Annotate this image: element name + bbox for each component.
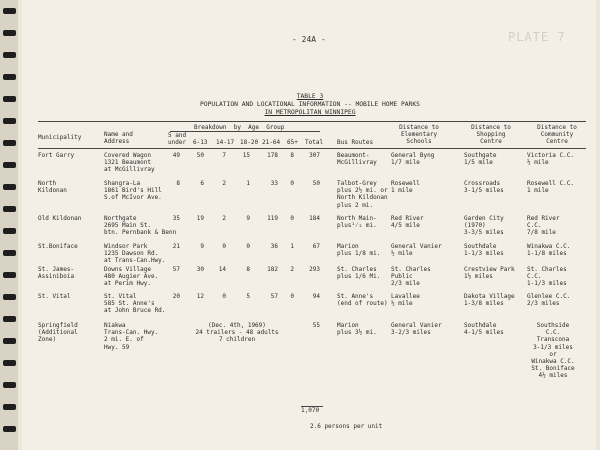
row-0-age-0: 49	[172, 152, 180, 159]
binding-ring	[3, 294, 16, 300]
row-1-age-5: 0	[290, 180, 294, 187]
row-4-age-3: 8	[246, 266, 250, 273]
binding-ring	[3, 360, 16, 366]
row-0-municipality: Fort Garry	[38, 152, 75, 159]
header-dist-shopping: Distance to Shopping Centre	[471, 124, 511, 146]
bleed-through-watermark: PLATE 7	[508, 30, 566, 44]
row-2-age-2: 2	[222, 215, 226, 222]
row-0-bus: Beaumont- McGillivray	[337, 152, 377, 167]
row-1-name: Shangra-La 1861 Bird's Hill S.of McIvor Ave.	[104, 180, 162, 202]
binding-ring	[3, 272, 16, 278]
row-5-age-0: 20	[172, 293, 180, 300]
row-5-total: 94	[312, 293, 320, 300]
row-6-shopping: Southdale 4-1/5 miles	[464, 322, 504, 337]
header-age-2: 14-17	[216, 139, 235, 146]
row-3-school: General Vanier ½ mile	[391, 243, 442, 258]
row-3-name: Windsor Park 1235 Dawson Rd. at Trans-Can.Hwy.	[104, 243, 166, 265]
row-1-school: Rosewell 1 mile	[391, 180, 420, 195]
binding-ring	[3, 338, 16, 344]
row-0-age-2: 7	[222, 152, 226, 159]
row-1-total: 50	[312, 180, 320, 187]
row-4-municipality: St. James- Assiniboia	[38, 266, 75, 281]
row-4-school: St. Charles Public 2/3 mile	[391, 266, 431, 288]
row-4-bus: St. Charles plus 1/6 Mi.	[337, 266, 381, 281]
row-0-age-4: 178	[267, 152, 278, 159]
binding-ring	[3, 8, 16, 14]
binding-ring	[3, 250, 16, 256]
row-2-age-0: 35	[172, 215, 180, 222]
header-breakdown: Breakdown by Age Group	[194, 124, 285, 131]
row-0-school: General Byng 1/7 mile	[391, 152, 435, 167]
row-4-age-2: 14	[218, 266, 226, 273]
row-3-bus: Marion plus 1/8 mi.	[337, 243, 381, 258]
row-1-age-4: 33	[270, 180, 278, 187]
binding-ring	[3, 316, 16, 322]
table-top-rule	[38, 121, 586, 122]
row-5-shopping: Dakota Village 1-3/8 miles	[464, 293, 515, 308]
row-6-name: Niakwa Trans-Can. Hwy. 2 mi. E. of Hwy. 59	[104, 322, 159, 351]
row-3-age-0: 21	[172, 243, 180, 250]
row-1-municipality: North Kildonan	[38, 180, 67, 195]
row-3-age-1: 9	[200, 243, 204, 250]
row-4-total: 293	[309, 266, 320, 273]
binding-ring	[3, 228, 16, 234]
row-3-total: 67	[312, 243, 320, 250]
binding-ring	[3, 96, 16, 102]
row-0-shopping: Southgate 1/5 mile	[464, 152, 497, 167]
row-3-age-5: 1	[290, 243, 294, 250]
binding-ring	[3, 404, 16, 410]
row-1-bus: Talbot-Grey plus 2½ mi. or North Kildonan plus 2 mi.	[337, 180, 388, 209]
row-6-municipality: Springfield (Additional Zone)	[38, 322, 78, 344]
row-2-age-1: 19	[196, 215, 204, 222]
row-5-bus: St. Anne's (end of route)	[337, 293, 388, 308]
header-age-6: Total	[305, 139, 324, 146]
row-3-age-3: 0	[246, 243, 250, 250]
binding-ring	[3, 74, 16, 80]
row-0-age-1: 50	[196, 152, 204, 159]
binding-ring	[3, 118, 16, 124]
row-3-municipality: St.Boniface	[38, 243, 78, 250]
binding-ring	[3, 184, 16, 190]
row-4-age-0: 57	[172, 266, 180, 273]
binding-ring	[3, 206, 16, 212]
row-2-age-5: 0	[290, 215, 294, 222]
row-3-shopping: Southdale 1-1/3 miles	[464, 243, 504, 258]
header-age-5: 65+	[287, 139, 298, 146]
row-2-total: 184	[309, 215, 320, 222]
row-4-name: Downs Village 480 Augier Ave. at Perim Hwy.	[104, 266, 159, 288]
header-municipality: Municipality	[38, 134, 82, 141]
row-1-age-1: 6	[200, 180, 204, 187]
header-dist-community: Distance to Community Centre	[537, 124, 577, 146]
table-caption: POPULATION AND LOCATIONAL INFORMATION -- MOBILE HOME PARKS	[200, 101, 420, 108]
binding-ring	[3, 382, 16, 388]
row-2-community: Red River C.C. 7/8 mile	[527, 215, 560, 237]
row-5-community: Glenlee C.C. 2/3 miles	[527, 293, 571, 308]
row-1-community: Rosewell C.C. 1 mile	[527, 180, 574, 195]
row-3-community: Winakwa C.C. 1-1/8 miles	[527, 243, 571, 258]
header-bus-routes: Bus Routes	[337, 139, 374, 146]
row-4-age-1: 30	[196, 266, 204, 273]
row-0-age-5: 8	[290, 152, 294, 159]
row-5-age-5: 0	[290, 293, 294, 300]
table-title	[180, 93, 440, 117]
page-number: - 24A -	[292, 35, 326, 44]
binding-ring	[3, 30, 16, 36]
row-2-municipality: Old Kildonan	[38, 215, 82, 222]
binding-ring	[3, 140, 16, 146]
row-3-age-2: 0	[222, 243, 226, 250]
row-1-age-2: 2	[222, 180, 226, 187]
header-age-4: 21-64	[262, 139, 281, 146]
row-6-ages-note: (Dec. 4th, 1969) 24 trailers - 48 adults 7 children	[195, 322, 279, 344]
header-age-3: 18-20	[240, 139, 259, 146]
row-6-total: 55	[312, 322, 320, 329]
table-number: TABLE 3	[296, 93, 324, 100]
row-5-municipality: St. Vital	[38, 293, 71, 300]
row-1-age-0: 8	[176, 180, 180, 187]
row-5-age-1: 12	[196, 293, 204, 300]
header-dist-schools: Distance to Elementary Schools	[399, 124, 439, 146]
header-age-0: 5 and under	[168, 132, 187, 147]
row-4-age-5: 2	[290, 266, 294, 273]
row-2-age-3: 9	[246, 215, 250, 222]
header-name-address: Name and Address	[104, 131, 133, 146]
row-2-school: Red River 4/5 mile	[391, 215, 424, 230]
row-6-community: Southside C.C. Transcona 3-1/3 miles or Winakwa C.C. St. Boniface 4½ miles	[531, 322, 575, 380]
row-4-age-4: 182	[267, 266, 278, 273]
row-4-community: St. Charles C.C. 1-1/3 miles	[527, 266, 567, 288]
table-header-rule	[38, 148, 586, 149]
row-2-age-4: 119	[267, 215, 278, 222]
row-2-name: Northgate 2695 Main St. btn. Pernbank & Benn	[104, 215, 177, 237]
row-6-bus: Marion plus 3½ mi.	[337, 322, 377, 337]
header-age-1: 6-13	[193, 139, 208, 146]
row-1-age-3: 1	[246, 180, 250, 187]
row-3-age-4: 36	[270, 243, 278, 250]
spiral-binding	[0, 0, 18, 450]
row-5-name: St. Vital 585 St. Anne's at John Bruce Rd.	[104, 293, 166, 315]
row-2-bus: North Main- plus¹⁄₂ mi.	[337, 215, 377, 230]
row-4-shopping: Crestview Park 1½ miles	[464, 266, 515, 281]
binding-ring	[3, 162, 16, 168]
row-0-age-3: 15	[242, 152, 250, 159]
table-caption-location: IN METROPOLITAN WINNIPEG	[264, 109, 356, 116]
row-5-age-4: 57	[270, 293, 278, 300]
row-6-school: General Vanier 3-2/3 miles	[391, 322, 442, 337]
row-5-age-3: 5	[246, 293, 250, 300]
grand-total: 1,070	[301, 407, 320, 414]
row-0-community: Victoria C.C. ½ mile	[527, 152, 574, 167]
persons-per-unit-note: 2.6 persons per unit	[310, 423, 383, 430]
row-2-shopping: Garden City (1970) 3-3/5 miles	[464, 215, 504, 237]
binding-ring	[3, 426, 16, 432]
binding-ring	[3, 52, 16, 58]
row-5-age-2: 0	[222, 293, 226, 300]
row-5-school: Lavallee ½ mile	[391, 293, 420, 308]
row-1-shopping: Crossroads 3-1/5 miles	[464, 180, 504, 195]
row-0-name: Covered Wagon 1321 Beaumont at McGillivray	[104, 152, 155, 174]
row-0-total: 307	[309, 152, 320, 159]
